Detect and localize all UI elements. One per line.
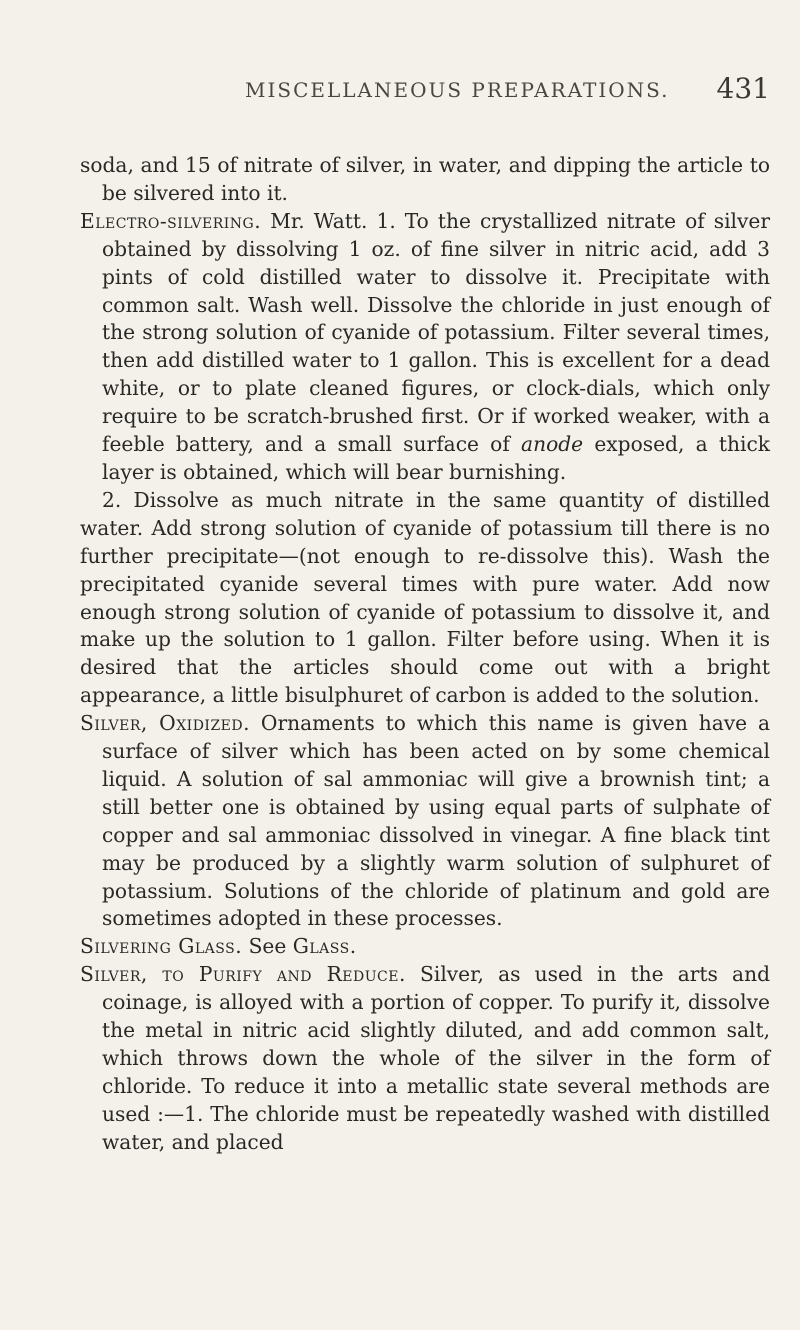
continuation-paragraph [80,152,770,208]
page-number: 431 [716,72,770,105]
running-header [80,72,770,118]
emphasized-term: anode [521,432,584,457]
entry-text: Silver, as used in the arts and coinage, is alloyed with a portion of copper. To purify it, dissolve the metal in nitric acid slightly diluted, and add common salt, which throws down the whole of the silver in the form of chloride. To reduce it into a metallic state several methods are used :—1. The chloride must be repeatedly washed with distilled water, and placed [102,962,770,1154]
cross-reference: Glass. [292,934,357,959]
see-text: See [248,934,287,959]
entry-text: Ornaments to which this name is given have a surface of silver which has been acted on by some chemical liquid. A solution of sal ammoniac will give a brownish tint; a still better one is obtained by using equal parts of sulphate of copper and sal ammoniac dissolved in vinegar. A fine black tint may be produced by a slightly warm solution of sulphuret of potassium. Solutions of the chloride of platinum and gold are sometimes adopted in these processes. [102,711,771,931]
entry-heading: Silvering Glass. [80,934,243,959]
book-page [80,72,771,1157]
entry-electro-silvering [80,208,770,487]
entry-silvering-glass [80,933,770,961]
entry-silver-purify [80,961,770,1156]
method-2-text: 2. Dissolve as much nitrate in the same quantity of distilled water. Add strong solution of cyanide of potassium till there is no further precipitate—(not enough to re-dissolve this). Wash the precipitated cyanide several times with pure water. Add now enough strong solution of cyanide of potassium to dissolve it, and make up the solution to 1 gallon. Filter before using. When it is desired that the articles should come out with a bright appearance, a little bisulphuret of carbon is added to the solution. [80,487,770,708]
continuation-text: soda, and 15 of nitrate of silver, in water, and dipping the article to be silvered into it. [80,153,770,205]
entry-text-continued: exposed, a thick layer is obtained, which will bear burnishing. [102,432,770,484]
entry-silver-oxidized [80,710,770,933]
entry-attribution: Mr. Watt. [270,208,368,233]
running-title: MISCELLANEOUS PREPARATIONS. [245,78,670,102]
entry-heading: Electro-silvering. [80,208,262,233]
entry-text: 1. To the crystallized nitrate of silver obtained by dissolving 1 oz. of fine silver in nitric acid, add 3 pints of cold distilled water to dissolve it. Precipitate with common salt. Wash well. Dissolve the chloride in just enough of the strong solution of cyanide of potassium. Filter several times, then add distilled water to 1 gallon. This is excellent for a dead white, or to plate cleaned figures, or clock-dials, which only require to be scratch-brushed first. Or if worked weaker, with a feeble battery, and a small surface of [102,208,771,457]
electro-silvering-method-2 [80,487,770,710]
entry-heading: Silver, Oxidized. [80,711,251,736]
entry-heading: Silver, to Purify and Reduce. [80,962,406,987]
body-text [80,152,770,1157]
